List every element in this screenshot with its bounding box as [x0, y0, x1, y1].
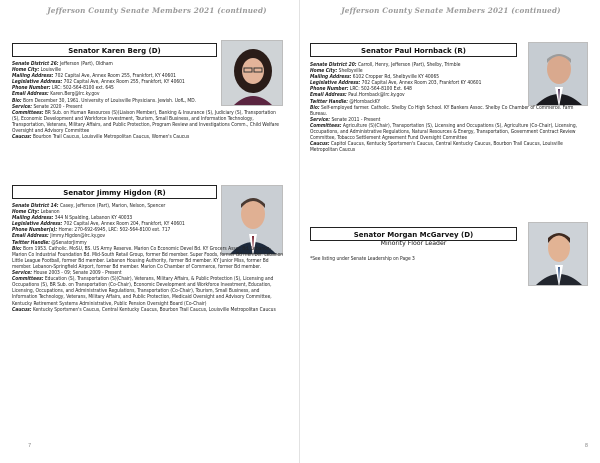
running-head: Jefferson County Senate Members 2021 (continued) — [47, 6, 267, 15]
committees-line: Committees: Education (S), Transportation (S)(Chair), Veterans, Military Affairs, & Public Protection (S), Licensing and Occupations (S), BR Sub. on Transportation (Co-Chair), Economic Development and Workforce Investment, Education, Licensing, Occupations, and Administrative Regulations, Transportation (Co-Chair), Tourism, Small Business, and Information Technology, Veterans, Military Affairs, and Public Protection, Medicaid Oversight and Advisory Committee, Kentucky Retirement Systems Administrative, Public Pension Oversight Board (Co-Chair) — [12, 276, 274, 307]
committees-line: Committees: BR Sub. on Human Resources (S)(Liaison Member), Banking & Insurance (S), Judiciary (S), Transportation (S), Economic Development and Workforce Investment, Tourism, Small Business, and Information Technology, Transportation, Veterans, Military Affairs, and Public Protection, Program Review and Investigations Comm., Child Welfare Oversight and Advisory Committee — [12, 109, 279, 135]
legislative-address-line: Legislative Address: 702 Capital Ave, Annex Room 204, Frankfort, KY 40601 — [12, 221, 185, 228]
district-line: Senate District 20: Carroll, Henry, Jefferson (Part), Shelby, Trimble — [310, 62, 461, 68]
service-line: Service: Senate 2011 - Present — [310, 116, 381, 123]
phone-line: Phone Number(s): Home: 270-692-6945, LRC: 502-564-8100 ext. 717 — [12, 227, 171, 234]
twitter-link[interactable]: @HornbackKY — [347, 98, 381, 105]
page-number: 7 — [28, 443, 32, 449]
legislative-address-line: Legislative Address: 702 Capital Ave, Annex Room 255, Frankfort, KY 40601 — [12, 79, 185, 86]
email-link[interactable]: Karen.Berg@lrc.ky.gov — [48, 91, 100, 98]
twitter-link[interactable]: @SenatorJimmy — [49, 239, 87, 246]
member-name-heading: Senator Morgan McGarvey (D) — [310, 227, 517, 241]
bio-line: Bio: Born 1953. Catholic. MoSU, BS. US Army Reserve. Marion Co Economic Devel Bd. KY Grocers Assoc Bd. Lebanon-Marion Co Industrial Foundation Bd. Mid-South Retail Group, former Bd member. Super Foods, former Bd member. Lebanon Little League Football, former Bd member. Lebanon Housing Authority, former Bd member. KY Junior Miss, former Bd member. Lebanon-Springfield Airport, former Bd member. Marion Co Chamber of Commerce, former Bd member. — [12, 245, 284, 270]
caucus-line: Caucus: Bourbon Trail Caucus, Louisville Metropolitan Caucus, Women's Caucus — [12, 134, 190, 141]
member-details — [12, 61, 284, 140]
right-page — [310, 0, 592, 463]
member-role: Minority Floor Leader — [380, 240, 447, 247]
mailing-address-line: Mailing Address: 702 Capital Ave, Annex Room 255, Frankfort, KY 40601 — [12, 73, 176, 80]
member-details — [12, 203, 284, 313]
bio-line: Bio: Self-employed farmer. Catholic. Shelby Co High School. KY Bankers Assoc. Shelby Co Chamber of Commerce. Farm Bureau. — [310, 104, 574, 117]
legislative-address-line: Legislative Address: 702 Capital Ave, Annex Room 203, Frankfort KY 40601 — [310, 80, 482, 87]
email-line: Email Address: Karen.Berg@lrc.ky.gov — [12, 91, 100, 98]
caucus-line: Caucus: Kentucky Sportsmen's Caucus, Central Kentucky Caucus, Bourbon Trail Caucus, Louisville Metropolitan Caucus — [12, 306, 276, 313]
home-city-line: Home City: Shelbyville — [310, 68, 363, 75]
portrait-morgan-mcgarvey-icon — [529, 223, 588, 286]
member-name-heading: Senator Karen Berg (D) — [12, 43, 217, 57]
district-line: Senate District 14: Casey, Jefferson (Part), Marion, Nelson, Spencer — [12, 203, 166, 209]
home-city-line: Home City: Lebanon — [12, 209, 60, 216]
caucus-line: Caucus: Capitol Caucus, Kentucky Sportsmen's Caucus, Central Kentucky Caucus, Bourbon Trail Caucus, Louisville Metropolitan Caucus — [310, 141, 563, 154]
running-head: Jefferson County Senate Members 2021 (continued) — [341, 6, 561, 15]
service-line: Service: Senate 2020 - Present — [12, 103, 83, 110]
member-name-heading: Senator Paul Hornback (R) — [310, 43, 517, 57]
mailing-address-line: Mailing Address: 344 N Spalding, Lebanon KY 40033 — [12, 215, 133, 222]
mailing-address-line: Mailing Address: 6102 Cropper Rd, Shelbyville KY 40065 — [310, 74, 440, 81]
phone-line: Phone Number: LRC: 502-564-8100 ext. 645 — [12, 85, 114, 92]
phone-line: Phone Number: LRC: 502-564-8100 Ext. 648 — [310, 86, 412, 93]
member-note: *See listing under Senate Leadership on Page 3 — [310, 256, 415, 262]
member-name-heading: Senator Jimmy Higdon (R) — [12, 185, 217, 199]
member-details — [310, 62, 590, 153]
district-line: Senate District 26: Jefferson (Part), Oldham — [12, 61, 113, 67]
home-city-line: Home City: Louisville — [12, 67, 62, 74]
committees-line: Committees: Agriculture (S)(Chair), Transportation (S), Licensing and Occupations (S), Agriculture (Co-Chair), Licensing, Occupations, and Administrative Regulations, Natural Resources & Energy, Transportation, Government Contract Review Committee, Tobacco Settlement Agreement Fund Oversight Committee — [310, 122, 578, 142]
email-line: Email Address: Jimmy.Higdon@lrc.ky.gov — [12, 233, 106, 240]
email-link[interactable]: Jimmy.Higdon@lrc.ky.gov — [48, 233, 106, 240]
page-number: 8 — [584, 443, 588, 449]
email-link[interactable]: Paul.Hornback@lrc.ky.gov — [346, 92, 405, 99]
twitter-line: Twitter Handle: @SenatorJimmy — [12, 239, 87, 246]
email-line: Email Address: Paul.Hornback@lrc.ky.gov — [310, 92, 405, 99]
twitter-line: Twitter Handle: @HornbackKY — [310, 98, 381, 105]
bio-line: Bio: Born December 30, 1961. University of Louisville Physicians. Jewish. UofL, MD. — [12, 97, 196, 104]
member-photo — [528, 222, 588, 286]
left-page — [12, 0, 302, 463]
service-line: Service: House 2003 - 09; Senate 2009 - Present — [12, 270, 122, 277]
